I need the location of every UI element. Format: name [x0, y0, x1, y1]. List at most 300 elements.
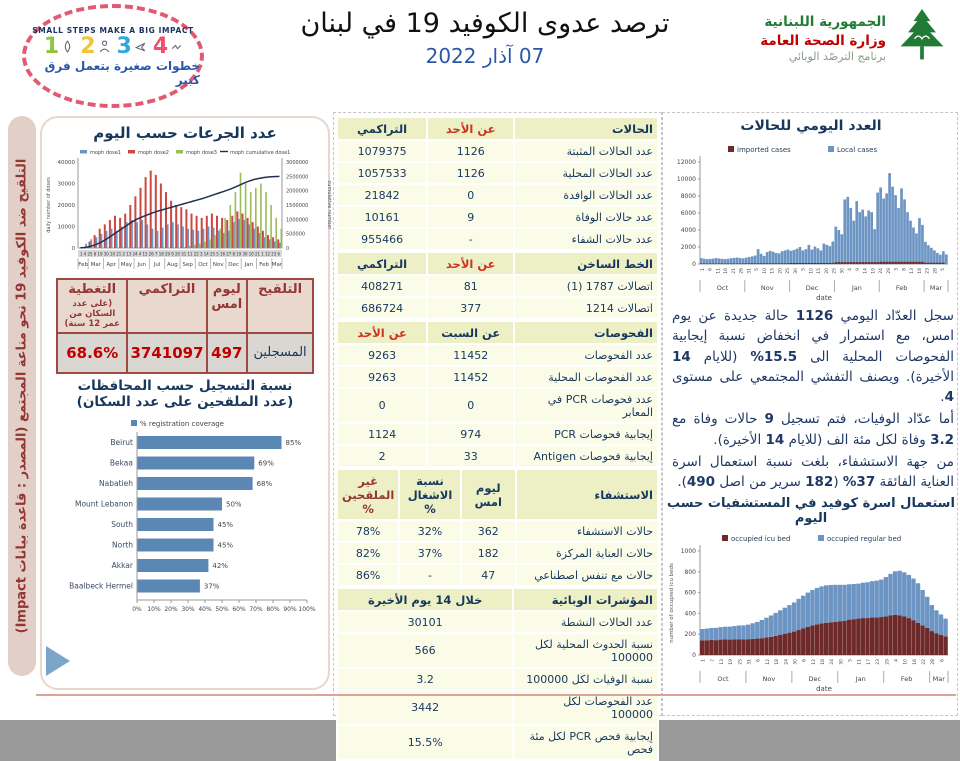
svg-text:4000: 4000	[681, 227, 696, 234]
svg-text:22: 22	[921, 659, 927, 665]
svg-text:Mar: Mar	[272, 262, 283, 268]
svg-text:North: North	[112, 540, 133, 549]
row-value: 37%	[400, 543, 459, 563]
row-label: حالات العناية المركزة	[517, 543, 657, 563]
svg-text:20: 20	[777, 268, 783, 274]
section-header: الاستشفاء	[517, 470, 657, 519]
svg-text:500000: 500000	[286, 232, 305, 238]
svg-text:0: 0	[692, 261, 696, 268]
svg-text:25: 25	[832, 268, 838, 274]
svg-text:28: 28	[930, 659, 936, 665]
svg-text:30: 30	[792, 659, 798, 665]
row-label: اتصالات 1214	[515, 298, 657, 318]
svg-text:85%: 85%	[286, 439, 302, 447]
table-row	[338, 446, 657, 466]
row-value: 1126	[428, 141, 513, 161]
row-label: نسبة الوفيات لكل 100000	[514, 669, 657, 689]
svg-text:69%: 69%	[258, 459, 274, 467]
svg-text:Nov: Nov	[763, 675, 776, 683]
row-value: 30101	[338, 612, 512, 632]
svg-text:Oct: Oct	[198, 262, 208, 268]
svg-text:Nov: Nov	[213, 262, 224, 268]
row-value: 566	[338, 634, 512, 667]
svg-text:Jan: Jan	[851, 284, 862, 292]
svg-text:2500000: 2500000	[286, 174, 308, 180]
row-value: 9263	[338, 367, 426, 387]
row-value: 21842	[338, 185, 426, 205]
hotline-section	[336, 251, 659, 320]
moph-logo-text	[760, 13, 886, 64]
row-value: 974	[428, 424, 513, 444]
svg-text:% registration coverage: % registration coverage	[140, 420, 224, 428]
row-value: -	[400, 565, 459, 585]
table-row	[338, 185, 657, 205]
svg-text:30: 30	[793, 268, 799, 274]
row-value: 182	[462, 543, 515, 563]
svg-text:15: 15	[770, 268, 776, 274]
svg-text:45%: 45%	[218, 541, 234, 549]
svg-text:0: 0	[692, 652, 696, 659]
svg-text:moph dose2: moph dose2	[138, 150, 169, 156]
row-value: 686724	[338, 298, 426, 318]
row-label: عدد الفحوصات	[515, 345, 657, 365]
svg-text:10: 10	[808, 268, 814, 274]
section-header: الحالات	[515, 118, 657, 139]
table-row	[338, 229, 657, 249]
svg-text:29: 29	[884, 659, 890, 665]
svg-text:Dec: Dec	[228, 262, 239, 268]
svg-text:Local cases: Local cases	[837, 146, 877, 154]
row-value: 9	[428, 207, 513, 227]
svg-text:50%: 50%	[215, 606, 229, 613]
impact-number-3: 3	[117, 36, 132, 58]
svg-text:70%: 70%	[249, 606, 263, 613]
impact-logo-numbers	[44, 36, 182, 58]
beds-chart-title: استعمال اسرة كوفيد في المستشفيات حسب اليوم	[666, 496, 956, 526]
svg-text:68%: 68%	[257, 480, 273, 488]
moph-logo	[760, 6, 950, 72]
table-row	[338, 298, 657, 318]
svg-text:40000: 40000	[58, 160, 76, 166]
svg-text:24: 24	[878, 268, 884, 274]
statistics-table	[336, 116, 659, 761]
section-header: التراكمي	[338, 118, 426, 139]
svg-text:5: 5	[801, 268, 807, 271]
table-row	[338, 565, 657, 585]
svg-text:30%: 30%	[181, 606, 195, 613]
svg-text:Aug: Aug	[167, 262, 178, 268]
svg-text:30000: 30000	[58, 182, 76, 188]
vax-cumulative-value: 3741097	[127, 333, 206, 373]
svg-text:25: 25	[737, 659, 743, 665]
table-row	[338, 207, 657, 227]
section-header: خلال 14 يوم الأخيرة	[338, 589, 512, 610]
svg-text:Apr: Apr	[106, 262, 116, 268]
svg-text:24: 24	[829, 659, 835, 665]
section-header: المؤشرات الوبائية	[514, 589, 657, 610]
row-value: 362	[462, 521, 515, 541]
svg-text:18: 18	[820, 659, 826, 665]
svg-text:Feb: Feb	[896, 284, 908, 292]
svg-text:30: 30	[838, 659, 844, 665]
svg-text:60%: 60%	[232, 606, 246, 613]
svg-text:30: 30	[839, 268, 845, 274]
svg-text:imported cases: imported cases	[737, 146, 791, 154]
vax-yesterday-value: 497	[207, 333, 248, 373]
svg-text:16: 16	[912, 659, 918, 665]
row-label: نسبة الحدوث المحلية لكل 100000	[514, 634, 657, 667]
svg-text:13: 13	[719, 659, 725, 665]
impact-logo-slogan: SMALL STEPS MAKE A BIG IMPACT	[32, 26, 193, 35]
svg-text:1 4 25 8 19 30 10 21 2 13 24 4: 1 4 25 8 19 30 10 21 2 13 24 4 15 26 7 18 29 9 20 31 11 22 3 14 25 5 16 27 8 19 30 10 21 1 12 23 6	[80, 252, 280, 257]
footer-divider	[36, 694, 956, 696]
row-value: 15.5%	[338, 726, 512, 759]
table-row	[338, 543, 657, 563]
svg-text:19: 19	[728, 659, 734, 665]
svg-text:600: 600	[685, 590, 697, 597]
vax-header-cumulative: التراكمي	[127, 279, 206, 333]
section-header: ليوم امس	[462, 470, 515, 519]
leaf-icon	[62, 40, 73, 53]
table-row	[338, 634, 657, 667]
moph-line-republic: الجمهورية اللبنانية	[760, 13, 886, 31]
summary-paragraph: أما عدّاد الوفيات، فتم تسجيل 9 حالات وفاة مع 3.2 وفاة لكل مئة الف (للايام 14 الأخيرة).	[672, 409, 954, 450]
svg-text:5: 5	[940, 268, 946, 271]
row-value: 408271	[338, 276, 426, 296]
row-value: 1079375	[338, 141, 426, 161]
section-header: عن السبت	[428, 322, 513, 343]
vax-header-coverage: التغطية (على عدد السكان من عمر 12 سنة)	[57, 279, 127, 333]
svg-text:1000000: 1000000	[286, 217, 308, 223]
svg-text:Beirut: Beirut	[110, 438, 133, 447]
svg-text:12: 12	[811, 659, 817, 665]
row-value: 86%	[338, 565, 398, 585]
svg-text:12: 12	[765, 659, 771, 665]
moph-line-program: برنامج الترصّد الوبائي	[760, 50, 886, 65]
table-row	[338, 612, 657, 632]
svg-text:1500000: 1500000	[286, 203, 308, 209]
row-value: 32%	[400, 521, 459, 541]
svg-text:May: May	[121, 262, 133, 268]
svg-text:1: 1	[701, 659, 707, 662]
svg-text:1: 1	[700, 268, 706, 271]
row-label: عدد فحوصات PCR في المعابر	[515, 389, 657, 422]
svg-text:10: 10	[762, 268, 768, 274]
indicators-section	[336, 587, 659, 761]
svg-text:occupied icu bed: occupied icu bed	[731, 535, 790, 543]
section-header: عن الأحد	[338, 322, 426, 343]
row-label: حالات الاستشفاء	[517, 521, 657, 541]
row-value: 2	[338, 446, 426, 466]
vax-header-yesterday: ليوم امس	[207, 279, 248, 333]
svg-text:moph cumulative dose1: moph cumulative dose1	[230, 150, 290, 156]
impact-number-4: 4	[153, 36, 168, 58]
title-block	[300, 8, 670, 68]
row-label: حالات مع تنفس اصطناعي	[517, 565, 657, 585]
svg-text:45%: 45%	[218, 521, 234, 529]
svg-text:10000: 10000	[677, 176, 696, 183]
row-value: 47	[462, 565, 515, 585]
row-value: 11452	[428, 345, 513, 365]
vaccination-summary-table	[56, 278, 314, 374]
svg-text:90%: 90%	[283, 606, 297, 613]
registration-coverage-chart	[45, 412, 325, 622]
svg-text:18: 18	[917, 268, 923, 274]
svg-text:4: 4	[893, 659, 899, 662]
svg-text:Bekaa: Bekaa	[110, 458, 133, 467]
row-value: 0	[338, 389, 426, 422]
row-value: 82%	[338, 543, 398, 563]
svg-text:18: 18	[774, 659, 780, 665]
svg-text:10: 10	[903, 659, 909, 665]
row-label: عدد حالات الشفاء	[515, 229, 657, 249]
daily-cases-chart	[666, 136, 956, 302]
svg-text:2000: 2000	[681, 244, 696, 251]
table-row	[338, 345, 657, 365]
svg-text:6: 6	[756, 659, 762, 662]
svg-text:3000000: 3000000	[286, 160, 308, 166]
svg-text:date: date	[816, 685, 832, 693]
section-header: عن الأحد	[428, 253, 513, 274]
impact-logo	[22, 4, 204, 108]
svg-text:number of occupied icu beds: number of occupied icu beds	[669, 563, 675, 643]
svg-text:800: 800	[685, 569, 697, 576]
svg-text:37%: 37%	[204, 582, 220, 590]
table-row	[338, 163, 657, 183]
svg-text:23: 23	[925, 268, 931, 274]
section-header: عن الأحد	[428, 118, 513, 139]
svg-text:20: 20	[824, 268, 830, 274]
doses-per-day-chart	[42, 144, 334, 272]
table-row	[338, 367, 657, 387]
svg-text:26: 26	[739, 268, 745, 274]
svg-text:31: 31	[746, 268, 752, 274]
svg-text:6: 6	[708, 268, 714, 271]
registration-chart-subtitle: (عدد الملقحين على عدد السكان)	[42, 394, 328, 410]
row-value: 78%	[338, 521, 398, 541]
svg-text:11: 11	[715, 268, 721, 274]
svg-text:42%: 42%	[212, 562, 228, 570]
row-label: عدد الحالات الوافدة	[515, 185, 657, 205]
svg-text:occupied regular bed: occupied regular bed	[827, 535, 901, 543]
svg-text:23: 23	[875, 659, 881, 665]
svg-text:2000000: 2000000	[286, 189, 308, 195]
impact-logo-arabic: خطوات صغيرة بتعمل فرق كبير	[26, 59, 200, 87]
svg-text:6000: 6000	[681, 210, 696, 217]
svg-text:6: 6	[802, 659, 808, 662]
page-title: ترصد عدوى الكوفيد 19 في لبنان	[300, 8, 670, 39]
svg-text:100%: 100%	[298, 606, 315, 613]
row-label: عدد الحالات النشطة	[514, 612, 657, 632]
svg-text:20000: 20000	[58, 203, 76, 209]
svg-text:80%: 80%	[266, 606, 280, 613]
table-row	[338, 726, 657, 759]
svg-text:12000: 12000	[677, 159, 696, 166]
registration-chart-title: نسبة التسجيل حسب المحافظات	[42, 378, 328, 394]
section-header: الخط الساخن	[515, 253, 657, 274]
svg-text:Baalbeck Hermel: Baalbeck Hermel	[69, 581, 133, 590]
section-header: الفحوصات	[515, 322, 657, 343]
vaccination-panel	[40, 116, 330, 690]
svg-text:19: 19	[870, 268, 876, 274]
svg-text:Jan: Jan	[244, 262, 254, 268]
svg-text:Mar: Mar	[930, 284, 943, 292]
row-label: إيجابية فحص PCR لكل مئة فحص	[514, 726, 657, 759]
svg-text:17: 17	[866, 659, 872, 665]
svg-text:3: 3	[894, 268, 900, 271]
svg-text:Akkar: Akkar	[112, 561, 134, 570]
row-label: عدد الحالات المثبتة	[515, 141, 657, 161]
svg-text:Jul: Jul	[153, 262, 161, 268]
row-value: 0	[428, 389, 513, 422]
svg-text:0: 0	[286, 246, 289, 252]
svg-text:8000: 8000	[681, 193, 696, 200]
hospital-beds-chart	[666, 527, 956, 693]
svg-text:16: 16	[723, 268, 729, 274]
summary-text	[666, 302, 956, 492]
table-row	[338, 521, 657, 541]
svg-text:400: 400	[685, 611, 697, 618]
table-row	[338, 424, 657, 444]
table-row	[338, 141, 657, 161]
svg-text:daily number of doses: daily number of doses	[46, 177, 52, 233]
row-value: 3442	[338, 691, 512, 724]
section-header: التراكمي	[338, 253, 426, 274]
handwash-icon	[99, 40, 110, 53]
svg-text:Mount Lebanon: Mount Lebanon	[75, 499, 133, 508]
svg-text:40%: 40%	[198, 606, 212, 613]
svg-text:15: 15	[816, 268, 822, 274]
doses-chart-title: عدد الجرعات حسب اليوم	[42, 124, 328, 142]
svg-text:6: 6	[939, 659, 945, 662]
row-value: 955466	[338, 229, 426, 249]
cases-section	[336, 116, 659, 251]
svg-text:8: 8	[901, 268, 907, 271]
row-value: 1126	[428, 163, 513, 183]
moph-line-ministry: وزارة الصحة العامة	[760, 32, 886, 50]
svg-text:20%: 20%	[164, 606, 178, 613]
svg-text:moph dose1: moph dose1	[90, 150, 121, 156]
svg-text:1000: 1000	[681, 548, 696, 555]
svg-text:Jun: Jun	[136, 262, 146, 268]
cedar-tree-icon	[894, 6, 950, 72]
svg-text:Feb: Feb	[901, 675, 913, 683]
vax-coverage-value: 68.6%	[57, 333, 127, 373]
row-value: 377	[428, 298, 513, 318]
row-value: 11452	[428, 367, 513, 387]
table-row	[338, 276, 657, 296]
row-value: 9263	[338, 345, 426, 365]
table-row	[338, 389, 657, 422]
row-value: 0	[428, 185, 513, 205]
travel-icon	[135, 40, 146, 53]
svg-text:11: 11	[857, 659, 863, 665]
table-row	[57, 333, 313, 373]
row-value: 1124	[338, 424, 426, 444]
svg-text:5: 5	[754, 268, 760, 271]
impact-number-2: 2	[80, 36, 95, 58]
svg-text:Dec: Dec	[806, 284, 819, 292]
svg-text:50%: 50%	[226, 500, 242, 508]
svg-text:Sep: Sep	[182, 262, 193, 268]
svg-text:Feb: Feb	[259, 262, 269, 268]
svg-text:Oct: Oct	[717, 675, 729, 683]
impact-number-1: 1	[44, 36, 59, 58]
row-label: اتصالات 1787 (1)	[515, 276, 657, 296]
svg-text:South: South	[111, 520, 133, 529]
section-header: نسبة الاشغال %	[400, 470, 459, 519]
svg-text:Oct: Oct	[717, 284, 729, 292]
svg-text:29: 29	[886, 268, 892, 274]
row-value: 1057533	[338, 163, 426, 183]
svg-text:4: 4	[847, 268, 853, 271]
svg-text:10000: 10000	[58, 225, 76, 231]
svg-text:Feb: Feb	[78, 262, 88, 268]
vax-row-label: المسجلين	[247, 333, 313, 373]
summary-paragraph: من جهة الاستشفاء، بلغت نسبة استعمال اسرة العناية الفائقة 37% (182 سرير من اصل 490).	[672, 452, 954, 493]
daily-cases-chart-title: العدد اليومي للحالات	[666, 118, 956, 134]
hospitalization-section	[336, 468, 659, 587]
svg-text:9: 9	[855, 268, 861, 271]
charts-column	[666, 118, 956, 693]
svg-text:28: 28	[932, 268, 938, 274]
svg-text:Nabatieh: Nabatieh	[99, 479, 133, 488]
svg-text:7: 7	[710, 659, 716, 662]
handshake-icon	[171, 40, 182, 53]
row-label: إيجابية فحوصات PCR	[515, 424, 657, 444]
svg-text:Dec: Dec	[809, 675, 822, 683]
svg-text:25: 25	[785, 268, 791, 274]
svg-text:0%: 0%	[132, 606, 142, 613]
svg-text:Mar: Mar	[91, 262, 102, 268]
row-value: 10161	[338, 207, 426, 227]
svg-text:24: 24	[783, 659, 789, 665]
tests-section	[336, 320, 659, 468]
svg-text:13: 13	[909, 268, 915, 274]
vaccination-sidebar-banner	[8, 116, 36, 676]
svg-text:moph dose3: moph dose3	[186, 150, 217, 156]
summary-paragraph: سجل العدّاد اليومي 1126 حالة جديدة عن يوم امس، مع استمرار في انخفاض نسبة إيجابية الفحوصات المحلية الى 15.5% (للايام 14 الأخيرة). ويصنف التفشي المجتمعي على مستوى 4.	[672, 306, 954, 407]
row-label: عدد الفحوصات لكل 100000	[514, 691, 657, 724]
svg-text:cumulative number: cumulative number	[326, 181, 332, 231]
arrow-triangle-icon	[46, 646, 70, 676]
row-label: عدد الفحوصات المحلية	[515, 367, 657, 387]
svg-text:31: 31	[747, 659, 753, 665]
table-row	[338, 669, 657, 689]
row-value: -	[428, 229, 513, 249]
svg-text:14: 14	[863, 268, 869, 274]
row-label: عدد الحالات المحلية	[515, 163, 657, 183]
svg-text:5: 5	[848, 659, 854, 662]
row-value: 81	[428, 276, 513, 296]
svg-text:21: 21	[731, 268, 737, 274]
row-value: 33	[428, 446, 513, 466]
svg-text:0: 0	[72, 246, 76, 252]
svg-text:200: 200	[685, 631, 697, 638]
svg-text:Jan: Jan	[855, 675, 866, 683]
sidebar-vertical-text: التلقيح ضد الكوفيد 19 نحو مناعة المجتمع (المصدر : قاعدة بيانات Impact)	[15, 159, 30, 634]
svg-text:date: date	[816, 294, 832, 302]
row-label: إيجابية فحوصات Antigen	[515, 446, 657, 466]
row-label: عدد حالات الوفاة	[515, 207, 657, 227]
svg-text:Nov: Nov	[761, 284, 774, 292]
svg-text:10%: 10%	[147, 606, 161, 613]
report-date: 07 آذار 2022	[300, 44, 670, 68]
vax-header-vaccination: التلقيح	[247, 279, 313, 333]
svg-text:Mar: Mar	[933, 675, 946, 683]
row-value: 3.2	[338, 669, 512, 689]
section-header: غير الملقحين %	[338, 470, 398, 519]
